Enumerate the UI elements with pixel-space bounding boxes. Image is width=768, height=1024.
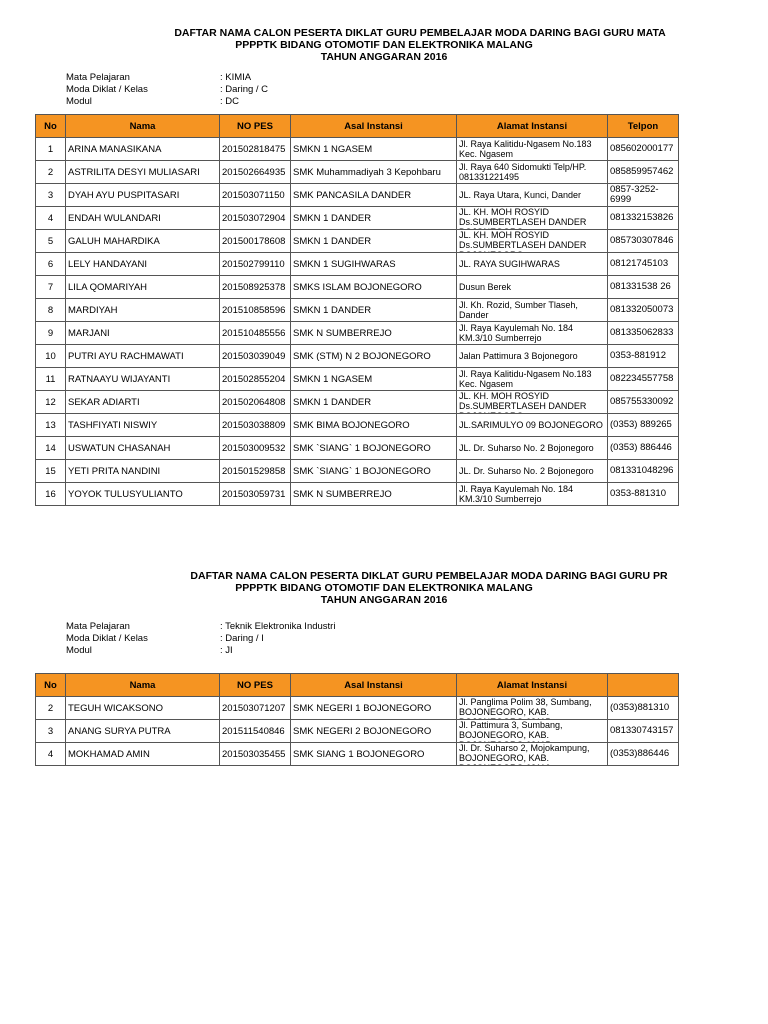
cell-no: 4	[36, 207, 66, 230]
cell-telpon	[608, 138, 679, 161]
header-alamat-instansi: Alamat Instansi	[457, 674, 608, 697]
header-no-pes: NO PES	[220, 674, 291, 697]
address-text: Jl. Kh. Rozid, Sumber Tlaseh, Dander	[459, 300, 578, 320]
cell-asal-instansi: SMKN 1 SUGIHWARAS	[291, 253, 457, 276]
cell-asal-instansi: SMK NEGERI 2 BOJONEGORO	[291, 720, 457, 743]
cell-telpon	[608, 391, 679, 414]
cell-no-pes: 201503071207	[220, 697, 291, 720]
cell-telpon	[608, 207, 679, 230]
cell-no-pes: 201503039049	[220, 345, 291, 368]
meta-value: : JI	[220, 645, 233, 656]
cell-nama: SEKAR ADIARTI	[66, 391, 220, 414]
cell-nama: LELY HANDAYANI	[66, 253, 220, 276]
cell-asal-instansi: SMKN 1 DANDER	[291, 230, 457, 253]
table-row	[36, 437, 679, 460]
cell-no-pes: 201501529858	[220, 460, 291, 483]
address-text: Dusun Berek	[459, 282, 512, 292]
cell-alamat-instansi	[457, 161, 608, 184]
cell-nama: DYAH AYU PUSPITASARI	[66, 184, 220, 207]
cell-no-pes: 201503009532	[220, 437, 291, 460]
cell-telpon	[608, 230, 679, 253]
meta-label: Moda Diklat / Kelas	[66, 633, 148, 644]
table-row	[36, 230, 679, 253]
meta-label: Mata Pelajaran	[66, 621, 130, 632]
meta-label: Modul	[66, 96, 92, 107]
cell-asal-instansi: SMKN 1 DANDER	[291, 299, 457, 322]
cell-telpon	[608, 743, 679, 766]
cell-no: 13	[36, 414, 66, 437]
cell-telpon	[608, 414, 679, 437]
cell-nama: ARINA MANASIKANA	[66, 138, 220, 161]
cell-no: 11	[36, 368, 66, 391]
cell-alamat-instansi	[457, 230, 608, 253]
cell-asal-instansi: SMK NEGERI 1 BOJONEGORO	[291, 697, 457, 720]
cell-no-pes: 201503059731	[220, 483, 291, 506]
cell-telpon	[608, 276, 679, 299]
cell-telpon	[608, 345, 679, 368]
cell-asal-instansi: SMK `SIANG` 1 BOJONEGORO	[291, 437, 457, 460]
cell-asal-instansi: SMK `SIANG` 1 BOJONEGORO	[291, 460, 457, 483]
table-row	[36, 276, 679, 299]
cell-nama: GALUH MAHARDIKA	[66, 230, 220, 253]
phone-text: 081330743157	[610, 726, 674, 736]
cell-nama: TEGUH WICAKSONO	[66, 697, 220, 720]
table-row	[36, 368, 679, 391]
phone-text: 0353-881912	[610, 351, 666, 361]
meta-value: : KIMIA	[220, 72, 252, 83]
cell-nama: USWATUN CHASANAH	[66, 437, 220, 460]
section1-title-line2: PPPPTK BIDANG OTOMOTIF DAN ELEKTRONIKA MALANG	[235, 39, 533, 51]
header-nama: Nama	[66, 115, 220, 138]
cell-alamat-instansi	[457, 483, 608, 506]
header-no-pes: NO PES	[220, 115, 291, 138]
cell-no: 3	[36, 720, 66, 743]
phone-text: 0857-3252-6999	[610, 185, 659, 205]
cell-no-pes: 201508925378	[220, 276, 291, 299]
cell-asal-instansi: SMKN 1 NGASEM	[291, 138, 457, 161]
address-text: JL.SARIMULYO 09 BOJONEGORO	[459, 420, 603, 430]
cell-nama: ENDAH WULANDARI	[66, 207, 220, 230]
section1-title-line1: DAFTAR NAMA CALON PESERTA DIKLAT GURU PEMBELAJAR MODA DARING BAGI GURU MATA	[174, 27, 666, 39]
address-text: Jl. Panglima Polim 38, Sumbang, BOJONEGORO, KAB.	[459, 697, 592, 717]
cell-alamat-instansi	[457, 414, 608, 437]
table-row	[36, 299, 679, 322]
phone-text: 085755330092	[610, 397, 674, 407]
phone-text: (0353) 889265	[610, 420, 672, 430]
cell-asal-instansi: SMK N SUMBERREJO	[291, 483, 457, 506]
table-header-row	[36, 115, 679, 138]
meta-label: Modul	[66, 645, 92, 656]
cell-telpon	[608, 161, 679, 184]
cell-alamat-instansi	[457, 207, 608, 230]
cell-no: 15	[36, 460, 66, 483]
cell-no: 7	[36, 276, 66, 299]
table-row	[36, 253, 679, 276]
table-row	[36, 414, 679, 437]
cell-no-pes: 201502818475	[220, 138, 291, 161]
meta-value: : Teknik Elektronika Industri	[220, 621, 336, 632]
phone-text: (0353)881310	[610, 703, 670, 713]
table-header-row	[36, 674, 679, 697]
cell-asal-instansi: SMKS ISLAM BOJONEGORO	[291, 276, 457, 299]
table-row	[36, 391, 679, 414]
cell-no: 10	[36, 345, 66, 368]
cell-no-pes: 201500178608	[220, 230, 291, 253]
cell-no-pes: 201502855204	[220, 368, 291, 391]
phone-text: (0353)886446	[610, 749, 670, 759]
header-telpon: Telpon	[608, 115, 679, 138]
table-row	[36, 322, 679, 345]
table-row	[36, 483, 679, 506]
cell-alamat-instansi	[457, 299, 608, 322]
cell-telpon	[608, 368, 679, 391]
cell-no-pes: 201503072904	[220, 207, 291, 230]
cell-nama: RATNAAYU WIJAYANTI	[66, 368, 220, 391]
cell-alamat-instansi	[457, 368, 608, 391]
address-text: JL. KH. MOH ROSYID Ds.SUMBERTLASEH DANDER	[459, 207, 587, 227]
phone-text: 081331048296	[610, 466, 674, 476]
cell-alamat-instansi	[457, 460, 608, 483]
table-row	[36, 743, 679, 766]
header-asal-instansi: Asal Instansi	[291, 674, 457, 697]
cell-asal-instansi: SMK (STM) N 2 BOJONEGORO	[291, 345, 457, 368]
cell-telpon	[608, 437, 679, 460]
meta-label: Mata Pelajaran	[66, 72, 130, 83]
cell-no: 8	[36, 299, 66, 322]
cell-telpon	[608, 299, 679, 322]
address-text: Jl. Raya 640 Sidomukti Telp/HP. 081331221495	[459, 162, 587, 182]
table-row	[36, 138, 679, 161]
cell-no: 5	[36, 230, 66, 253]
address-text: Jl. Dr. Suharso 2, Mojokampung, BOJONEGORO, KAB.	[459, 743, 590, 763]
phone-text: 081335062833	[610, 328, 674, 338]
address-text: Jalan Pattimura 3 Bojonegoro	[459, 351, 578, 361]
section2-title-line3: TAHUN ANGGARAN 2016	[320, 594, 448, 606]
cell-no: 16	[36, 483, 66, 506]
cell-alamat-instansi	[457, 743, 608, 766]
cell-telpon	[608, 184, 679, 207]
header-empty	[608, 674, 679, 697]
cell-asal-instansi: SMK Muhammadiyah 3 Kepohbaru	[291, 161, 457, 184]
cell-nama: MARJANI	[66, 322, 220, 345]
phone-text: 082234557758	[610, 374, 674, 384]
cell-alamat-instansi	[457, 184, 608, 207]
cell-nama: TASHFIYATI NISWIY	[66, 414, 220, 437]
cell-nama: LILA QOMARIYAH	[66, 276, 220, 299]
cell-alamat-instansi	[457, 253, 608, 276]
address-text: Jl. Raya Kayulemah No. 184 KM.3/10 Sumberrejo	[459, 323, 574, 343]
cell-no-pes: 201503071150	[220, 184, 291, 207]
phone-text: (0353) 886446	[610, 443, 672, 453]
phone-text: 08121745103	[610, 259, 669, 269]
cell-alamat-instansi	[457, 720, 608, 743]
cell-asal-instansi: SMKN 1 DANDER	[291, 207, 457, 230]
cell-nama: ANANG SURYA PUTRA	[66, 720, 220, 743]
header-no: No	[36, 115, 66, 138]
cell-no: 2	[36, 161, 66, 184]
cell-alamat-instansi	[457, 276, 608, 299]
address-text: JL. Raya Utara, Kunci, Dander	[459, 190, 582, 200]
address-text: JL. KH. MOH ROSYID Ds.SUMBERTLASEH DANDER	[459, 391, 587, 411]
address-text: Jl. Raya Kalitidu-Ngasem No.183 Kec. Ngasem	[459, 139, 592, 159]
phone-text: 081332050073	[610, 305, 674, 315]
phone-text: 085730307846	[610, 236, 674, 246]
cell-nama: MARDIYAH	[66, 299, 220, 322]
cell-nama: PUTRI AYU RACHMAWATI	[66, 345, 220, 368]
cell-no: 9	[36, 322, 66, 345]
address-text: Jl. Pattimura 3, Sumbang, BOJONEGORO, KAB.	[459, 720, 563, 740]
address-text: JL. Dr. Suharso No. 2 Bojonegoro	[459, 466, 594, 476]
cell-alamat-instansi	[457, 437, 608, 460]
cell-no-pes: 201510485556	[220, 322, 291, 345]
cell-telpon	[608, 322, 679, 345]
cell-telpon	[608, 253, 679, 276]
header-no: No	[36, 674, 66, 697]
cell-no-pes: 201502799110	[220, 253, 291, 276]
cell-no: 14	[36, 437, 66, 460]
section2-title-line2: PPPPTK BIDANG OTOMOTIF DAN ELEKTRONIKA MALANG	[235, 582, 533, 594]
cell-no: 12	[36, 391, 66, 414]
cell-nama: ASTRILITA DESYI MULIASARI	[66, 161, 220, 184]
header-asal-instansi: Asal Instansi	[291, 115, 457, 138]
meta-value: : DC	[220, 96, 239, 107]
address-text: Jl. Raya Kayulemah No. 184 KM.3/10 Sumberrejo	[459, 484, 574, 504]
phone-text: 081331538 26	[610, 282, 671, 292]
meta-value: : Daring / I	[220, 633, 264, 644]
cell-asal-instansi: SMKN 1 NGASEM	[291, 368, 457, 391]
cell-no-pes: 201503038809	[220, 414, 291, 437]
participants-table-kimia	[35, 114, 679, 506]
meta-value: : Daring / C	[220, 84, 269, 95]
cell-no-pes: 201511540846	[220, 720, 291, 743]
phone-text: 085859957462	[610, 167, 674, 177]
cell-alamat-instansi	[457, 697, 608, 720]
table-row	[36, 207, 679, 230]
address-text: JL. RAYA SUGIHWARAS	[459, 259, 560, 269]
cell-no: 6	[36, 253, 66, 276]
phone-text: 0353-881310	[610, 489, 666, 499]
cell-nama: YOYOK TULUSYULIANTO	[66, 483, 220, 506]
cell-no-pes: 201502664935	[220, 161, 291, 184]
participants-table-elektronika	[35, 673, 679, 766]
cell-alamat-instansi	[457, 391, 608, 414]
cell-asal-instansi: SMK N SUMBERREJO	[291, 322, 457, 345]
cell-alamat-instansi	[457, 322, 608, 345]
table-row	[36, 720, 679, 743]
cell-no: 2	[36, 697, 66, 720]
header-nama: Nama	[66, 674, 220, 697]
table-row	[36, 460, 679, 483]
cell-no-pes: 201510858596	[220, 299, 291, 322]
cell-telpon	[608, 483, 679, 506]
section1-title-line3: TAHUN ANGGARAN 2016	[320, 51, 448, 63]
cell-no: 3	[36, 184, 66, 207]
table-row	[36, 697, 679, 720]
cell-no-pes: 201502064808	[220, 391, 291, 414]
cell-asal-instansi: SMK BIMA BOJONEGORO	[291, 414, 457, 437]
header-alamat-instansi: Alamat Instansi	[457, 115, 608, 138]
cell-telpon	[608, 697, 679, 720]
phone-text: 085602000177	[610, 144, 674, 154]
cell-no: 1	[36, 138, 66, 161]
table-row	[36, 345, 679, 368]
cell-telpon	[608, 720, 679, 743]
cell-nama: MOKHAMAD AMIN	[66, 743, 220, 766]
address-text: JL. Dr. Suharso No. 2 Bojonegoro	[459, 443, 594, 453]
cell-asal-instansi: SMKN 1 DANDER	[291, 391, 457, 414]
cell-asal-instansi: SMK SIANG 1 BOJONEGORO	[291, 743, 457, 766]
table-row	[36, 161, 679, 184]
table-row	[36, 184, 679, 207]
meta-label: Moda Diklat / Kelas	[66, 84, 148, 95]
section2-title-line1: DAFTAR NAMA CALON PESERTA DIKLAT GURU PEMBELAJAR MODA DARING BAGI GURU PR	[190, 570, 668, 582]
cell-alamat-instansi	[457, 345, 608, 368]
cell-asal-instansi: SMK PANCASILA DANDER	[291, 184, 457, 207]
address-text: JL. KH. MOH ROSYID Ds.SUMBERTLASEH DANDER	[459, 230, 587, 250]
phone-text: 081332153826	[610, 213, 674, 223]
cell-no: 4	[36, 743, 66, 766]
cell-nama: YETI PRITA NANDINI	[66, 460, 220, 483]
cell-no-pes: 201503035455	[220, 743, 291, 766]
cell-telpon	[608, 460, 679, 483]
address-text: Jl. Raya Kalitidu-Ngasem No.183 Kec. Ngasem	[459, 369, 592, 389]
cell-alamat-instansi	[457, 138, 608, 161]
